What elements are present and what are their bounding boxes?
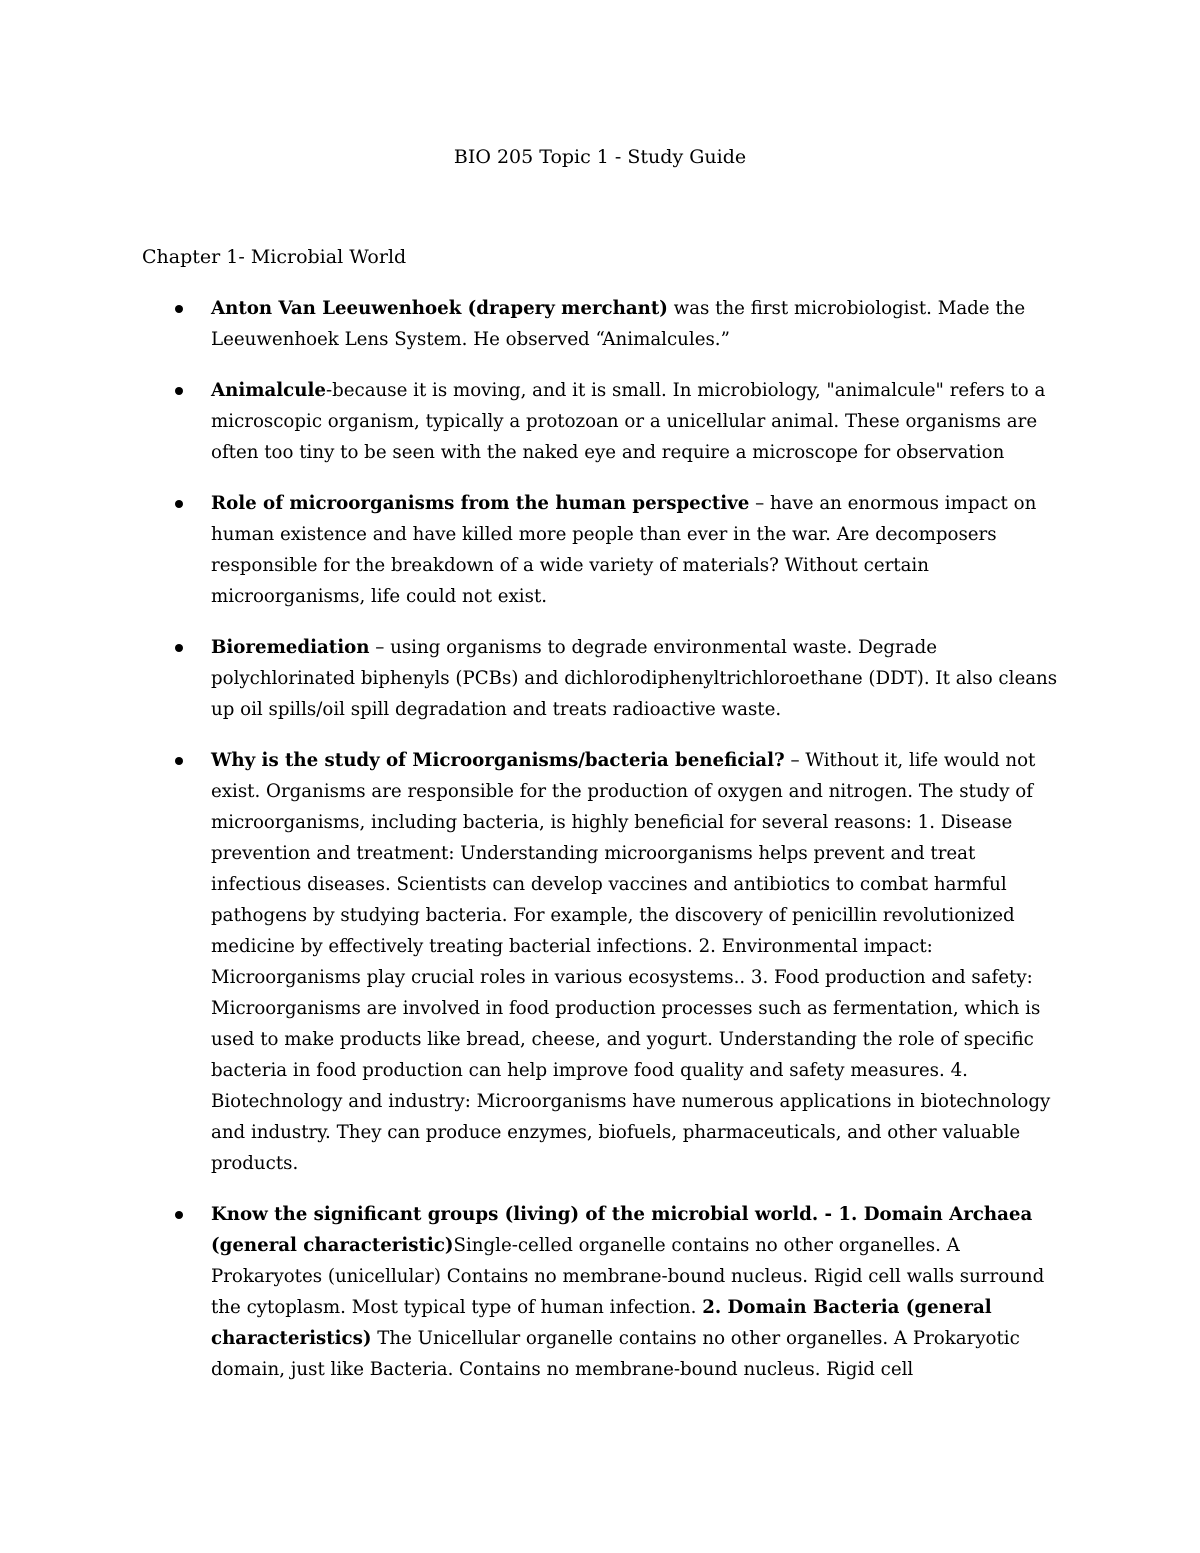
- bullet-term: Animalcule: [211, 380, 326, 401]
- bullet-item-study-beneficial: [142, 745, 1062, 1179]
- bullet-term: Anton Van Leeuwenhoek (drapery merchant): [211, 298, 668, 319]
- bullet-dot-icon: [175, 1211, 183, 1219]
- bullet-text: – have an enormous impact on human existence and have killed more people than ever in the war. Are decomposers responsible for the breakdown of a wide variety of materials? Without certain microorganisms, life could not exist.: [211, 493, 1037, 607]
- bullet-text: – Without it, life would not exist. Organisms are responsible for the production of oxygen and nitrogen. The study of microorganisms, including bacteria, is highly beneficial for several reasons: 1. Disease prevention and treatment: Understanding microorganisms helps prevent and treat infectious diseases. Scientists can develop vaccines and antibiotics to combat harmful pathogens by studying bacteria. For example, the discovery of penicillin revolutionized medicine by effectively treating bacterial infections. 2. Environmental impact: Microorganisms play crucial roles in various ecosystems.. 3. Food production and safety: Microorganisms are involved in food production processes such as fermentation, which is used to make products like bread, cheese, and yogurt. Understanding the role of specific bacteria in food production can help improve food quality and safety measures. 4. Biotechnology and industry: Microorganisms have numerous applications in biotechnology and industry. They can produce enzymes, biofuels, pharmaceuticals, and other valuable products.: [211, 750, 1051, 1174]
- bullet-term: Know the significant groups (living) of the microbial world. - 1. Domain Archaea (general characteristic): [211, 1204, 1033, 1256]
- bullet-text-secondary: The Unicellular organelle contains no other organelles. A Prokaryotic domain, just like Bacteria. Contains no membrane-bound nucleus. Rigid cell: [211, 1328, 1020, 1380]
- bullet-text: was the first microbiologist. Made the Leeuwenhoek Lens System. He observed “Animalcules.”: [211, 298, 1026, 350]
- bullet-dot-icon: [175, 500, 183, 508]
- bullet-term: Role of microorganisms from the human perspective: [211, 493, 750, 514]
- bullet-dot-icon: [175, 387, 183, 395]
- bullet-dot-icon: [175, 644, 183, 652]
- bullet-term: Bioremediation: [211, 637, 370, 658]
- bullet-text: Single-celled organelle contains no other organelles. A Prokaryotes (unicellular) Contains no membrane-bound nucleus. Rigid cell walls surround the cytoplasm. Most typical type of human infection.: [211, 1235, 1045, 1318]
- bullet-text: -because it is moving, and it is small. In microbiology, "animalcule" refers to a microscopic organism, typically a protozoan or a unicellular animal. These organisms are often too tiny to be seen with the naked eye and require a microscope for observation: [211, 380, 1046, 463]
- bullet-item-leeuwenhoek: [142, 293, 1062, 355]
- bullet-item-animalcule: [142, 375, 1062, 468]
- bullet-item-bioremediation: [142, 632, 1062, 725]
- bullet-term-secondary: 2. Domain Bacteria (general characteristics): [211, 1297, 992, 1349]
- bullet-list: [142, 293, 1062, 1405]
- document-title: BIO 205 Topic 1 - Study Guide: [453, 146, 747, 168]
- chapter-heading: Chapter 1- Microbial World: [142, 246, 407, 268]
- bullet-item-significant-groups: [142, 1199, 1062, 1385]
- bullet-item-role-of-microorganisms: [142, 488, 1062, 612]
- bullet-term: Why is the study of Microorganisms/bacteria beneficial?: [211, 750, 785, 771]
- bullet-dot-icon: [175, 757, 183, 765]
- bullet-text: – using organisms to degrade environmental waste. Degrade polychlorinated biphenyls (PCBs) and dichlorodiphenyltrichloroethane (DDT). It also cleans up oil spills/oil spill degradation and treats radioactive waste.: [211, 637, 1058, 720]
- bullet-dot-icon: [175, 305, 183, 313]
